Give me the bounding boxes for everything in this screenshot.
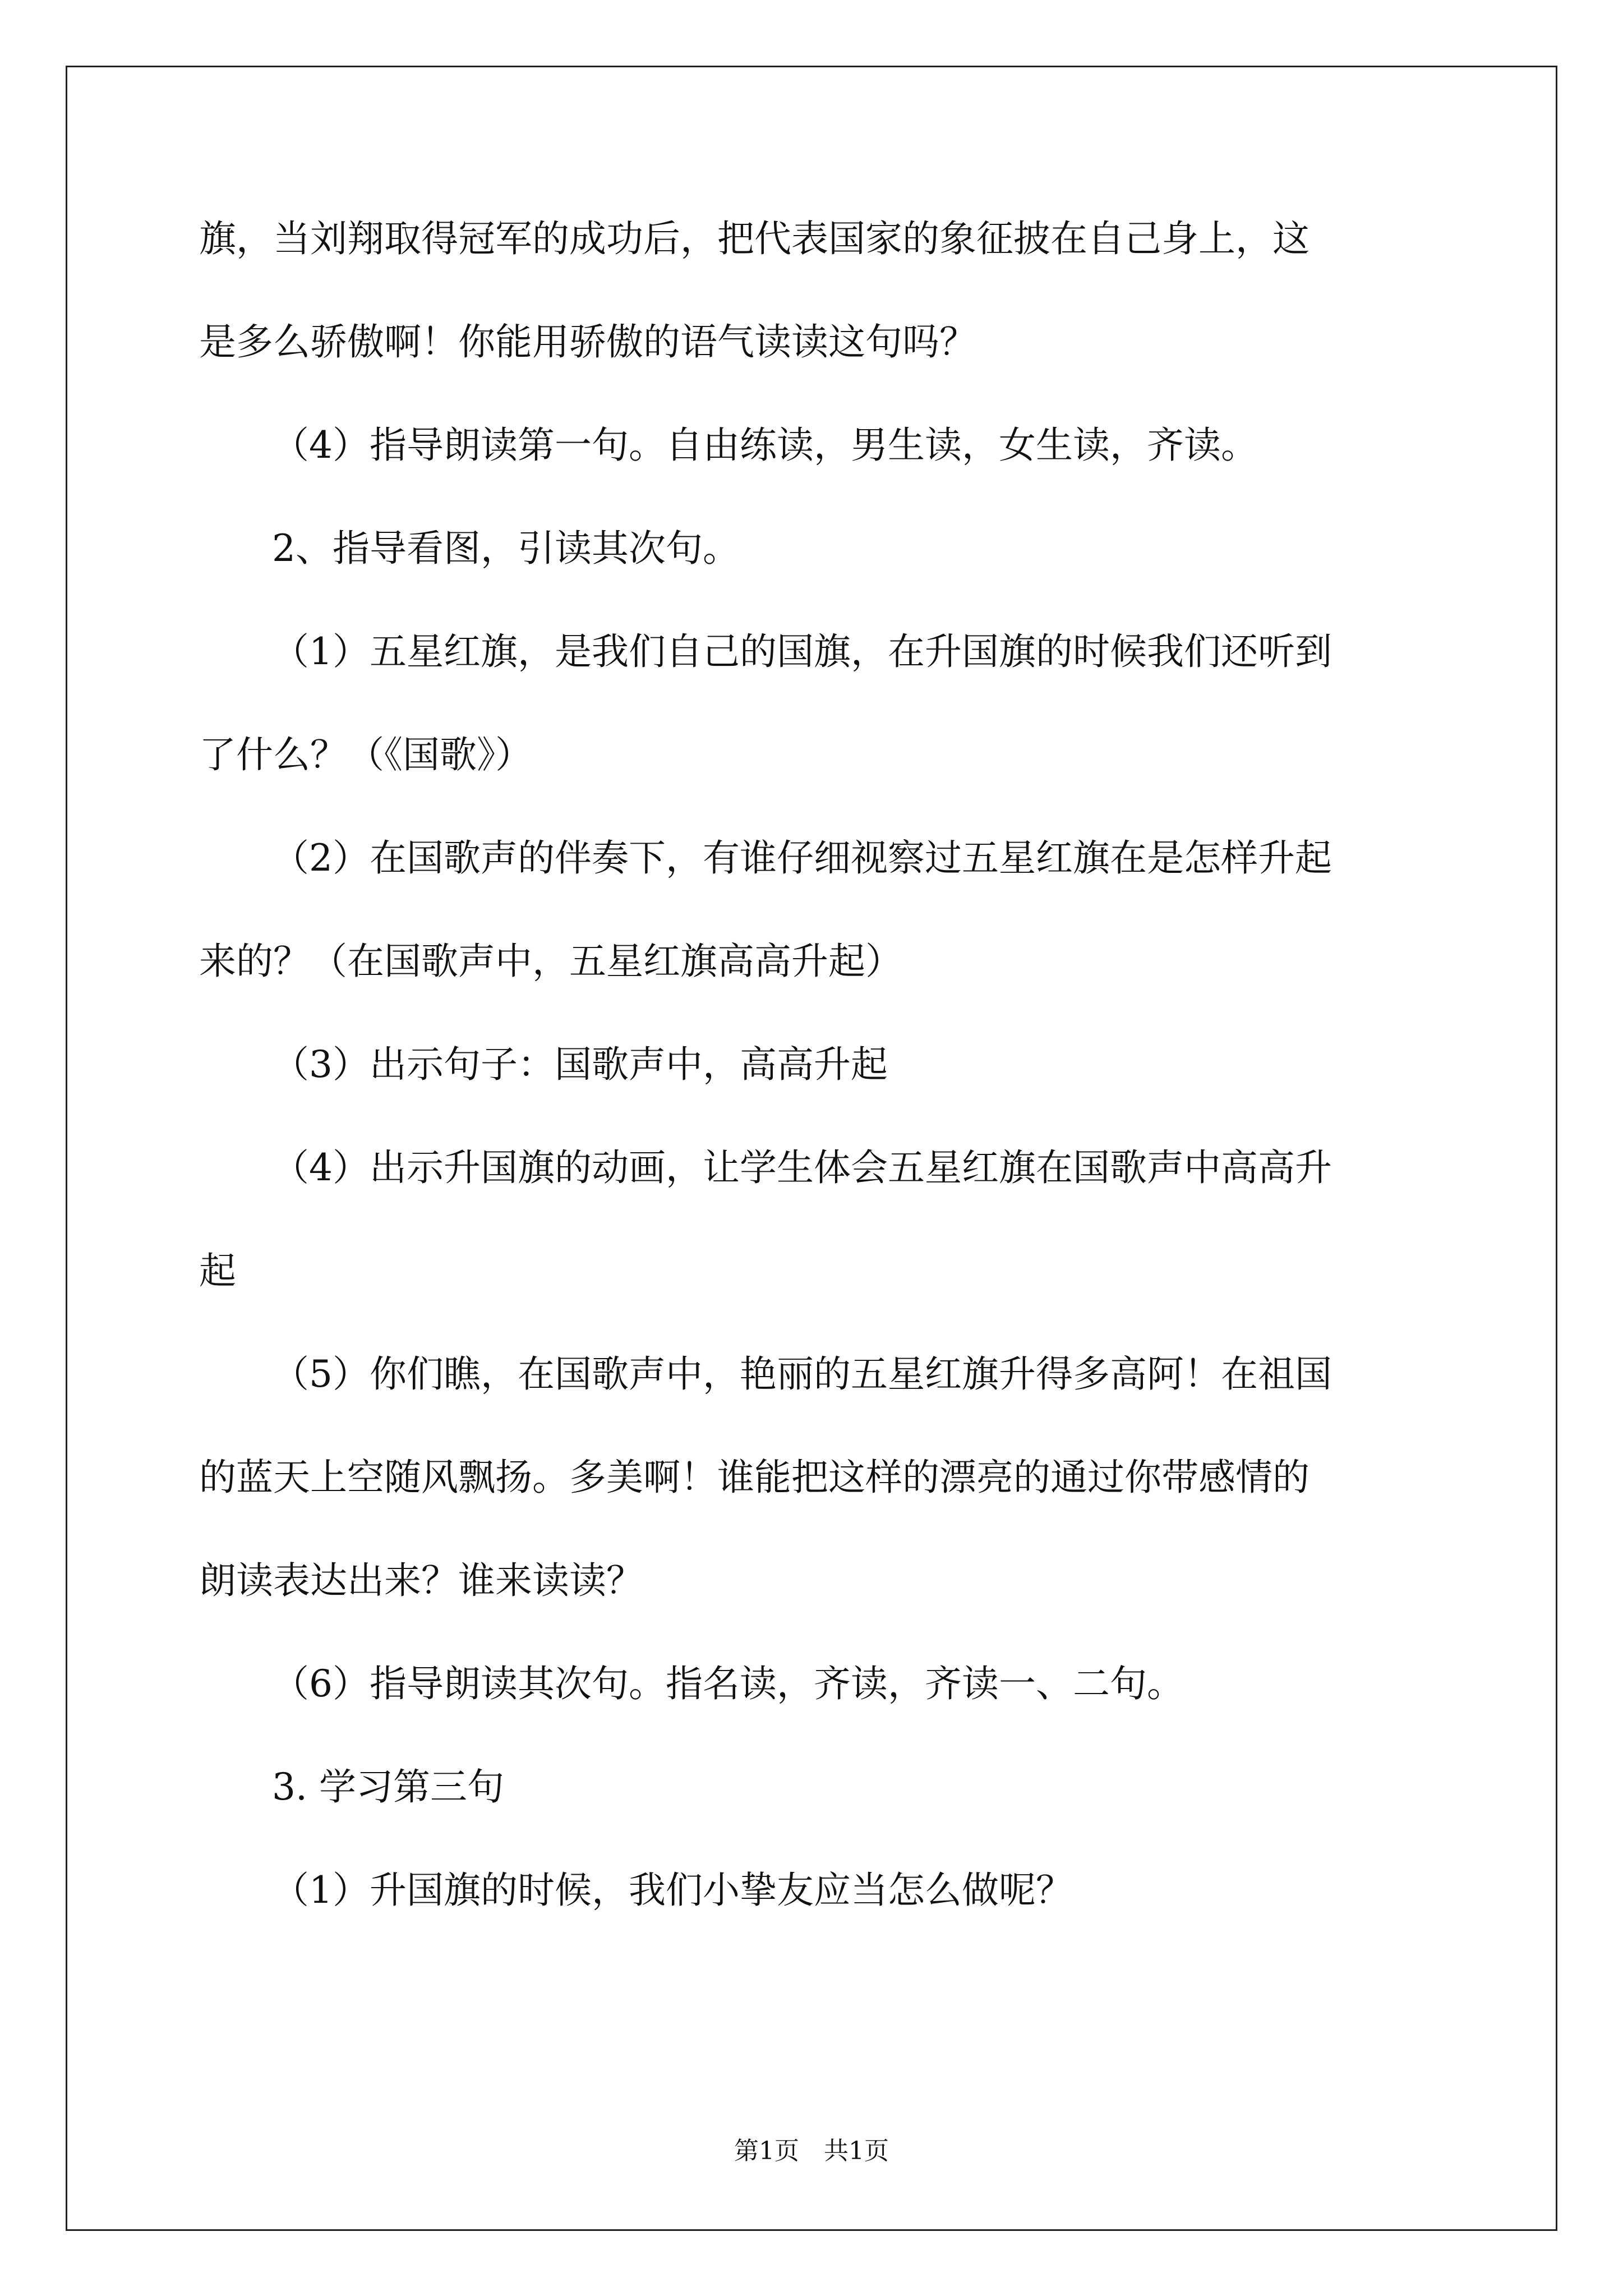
paragraph-line-10: （4）出示升国旗的动画，让学生体会五星红旗在国歌声中高高升 (272, 1146, 1332, 1189)
paragraph-line-3: （4）指导朗读第一句。自由练读，男生读，女生读，齐读。 (272, 424, 1258, 467)
paragraph-line-11: 起 (199, 1249, 236, 1292)
paragraph-line-13: 的蓝天上空随风飘扬。多美啊！谁能把这样的漂亮的通过你带感情的 (199, 1456, 1310, 1499)
paragraph-line-6: 了什么？（《国歌》） (199, 733, 532, 776)
paragraph-line-16: 3. 学习第三句 (272, 1765, 504, 1809)
paragraph-line-1: 旗，当刘翔取得冠军的成功后，把代表国家的象征披在自己身上，这 (199, 217, 1310, 260)
paragraph-line-5: （1）五星红旗，是我们自己的国旗，在升国旗的时候我们还听到 (272, 630, 1332, 673)
paragraph-line-14: 朗读表达出来？谁来读读？ (199, 1559, 643, 1602)
paragraph-line-12: （5）你们瞧，在国歌声中，艳丽的五星红旗升得多高阿！在祖国 (272, 1352, 1332, 1396)
paragraph-line-7: （2）在国歌声的伴奏下，有谁仔细视察过五星红旗在是怎样升起 (272, 836, 1332, 880)
paragraph-line-8: 来的？（在国歌声中，五星红旗高高升起） (199, 940, 902, 983)
paragraph-line-15: （6）指导朗读其次句。指名读，齐读，齐读一、二句。 (272, 1662, 1184, 1705)
paragraph-line-17: （1）升国旗的时候，我们小挚友应当怎么做呢？ (272, 1869, 1073, 1912)
paragraph-line-4: 2、指导看图，引读其次句。 (272, 527, 740, 570)
paragraph-line-9: （3）出示句子：国歌声中，高高升起 (272, 1043, 888, 1086)
paragraph-line-2: 是多么骄傲啊！你能用骄傲的语气读读这句吗？ (199, 320, 976, 364)
page-footer: 第1页 共1页 (734, 2137, 889, 2165)
